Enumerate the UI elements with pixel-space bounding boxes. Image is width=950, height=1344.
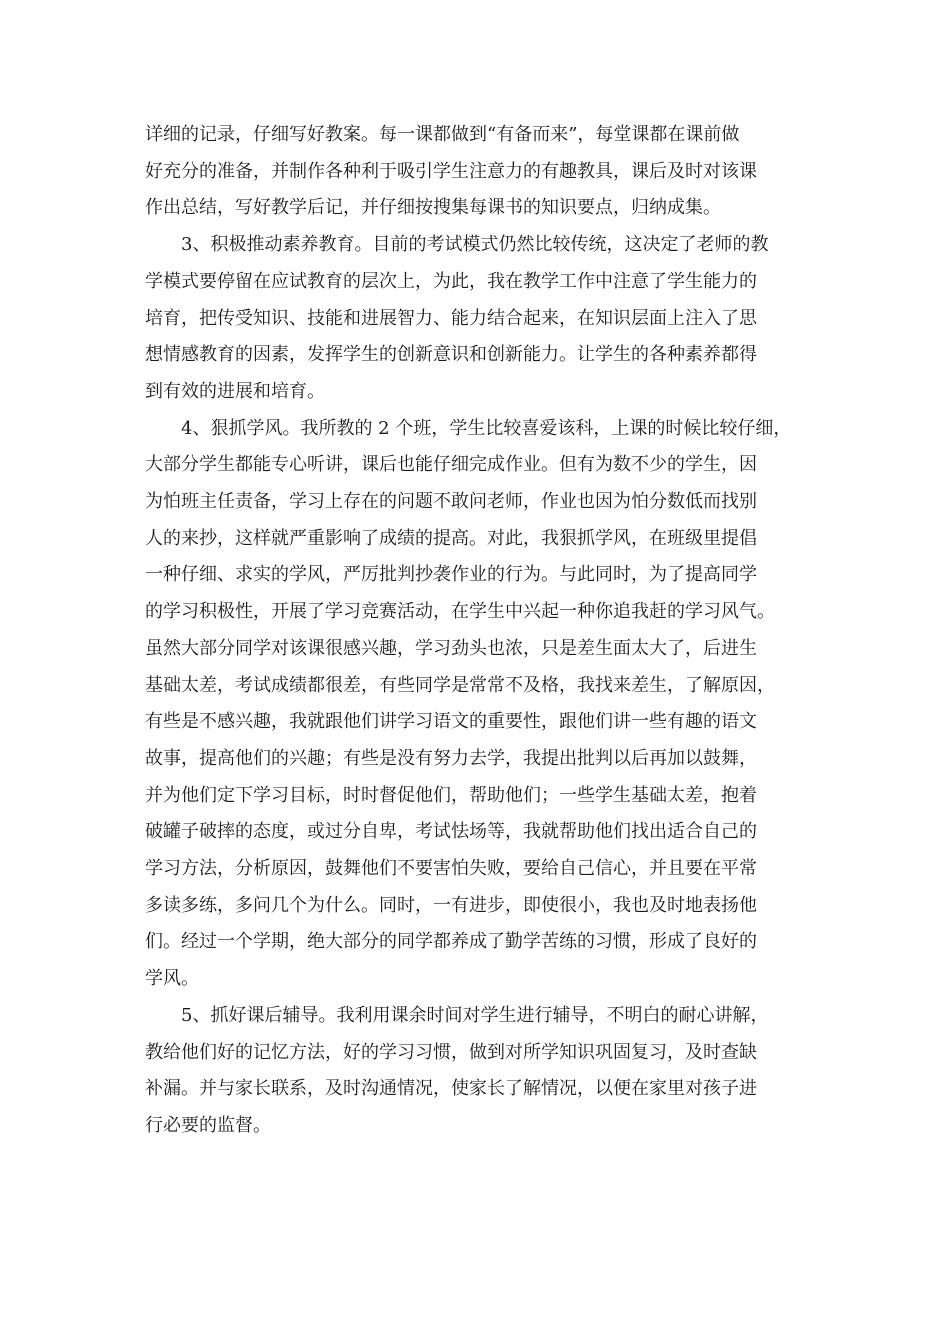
text-line: 学模式要停留在应试教育的层次上，为此，我在教学工作中注意了学生能力的 — [145, 270, 757, 292]
paragraph-study-style — [145, 411, 805, 998]
paragraph-after-class-tutoring — [145, 998, 805, 1145]
text-line: 并为他们定下学习目标，时时督促他们，帮助他们；一些学生基础太差，抱着 — [145, 784, 757, 806]
text-line: 行必要的监督。 — [145, 1114, 271, 1136]
text-line: 3、积极推动素养教育。目前的考试模式仍然比较传统，这决定了老师的教 — [181, 234, 769, 256]
text-line: 破罐子破摔的态度，或过分自卑，考试怯场等，我就帮助他们找出适合自己的 — [145, 821, 757, 843]
paragraph-quality-education — [145, 227, 805, 411]
text-line: 人的来抄，这样就严重影响了成绩的提高。对此，我狠抓学风，在班级里提倡 — [145, 527, 757, 549]
text-line: 故事，提高他们的兴趣；有些是没有努力去学，我提出批判以后再加以鼓舞， — [145, 747, 757, 769]
text-line: 详细的记录，仔细写好教案。每一课都做到“有备而来”，每堂课都在课前做 — [145, 124, 740, 145]
paragraph-teaching-preparation — [145, 117, 805, 227]
text-line: 基础太差，考试成绩都很差，有些同学是常常不及格，我找来差生，了解原因， — [145, 674, 775, 696]
text-line: 们。经过一个学期，绝大部分的同学都养成了勤学苦练的习惯，形成了良好的 — [145, 931, 757, 953]
text-line: 培育，把传受知识、技能和进展智力、能力结合起来，在知识层面上注入了思 — [145, 307, 757, 329]
text-line: 好充分的准备，并制作各种利于吸引学生注意力的有趣教具，课后及时对该课 — [145, 160, 757, 182]
text-line: 一种仔细、求实的学风，严厉批判抄袭作业的行为。与此同时，为了提高同学 — [145, 564, 757, 586]
text-line: 作出总结，写好教学后记，并仔细按搜集每课书的知识要点，归纳成集。 — [145, 197, 721, 219]
text-line: 补漏。并与家长联系，及时沟通情况，使家长了解情况，以便在家里对孩子进 — [145, 1078, 757, 1100]
text-line: 有些是不感兴趣，我就跟他们讲学习语文的重要性，跟他们讲一些有趣的语文 — [145, 711, 757, 733]
text-line: 5、抓好课后辅导。我利用课余时间对学生进行辅导，不明白的耐心讲解， — [181, 1004, 769, 1026]
text-line: 的学习积极性，开展了学习竞赛活动，在学生中兴起一种你追我赶的学习风气。 — [145, 601, 775, 623]
text-line: 多读多练，多问几个为什么。同时，一有进步，即使很小，我也及时地表扬他 — [145, 894, 757, 916]
text-line: 虽然大部分同学对该课很感兴趣，学习劲头也浓，只是差生面太大了，后进生 — [145, 637, 757, 659]
text-line: 大部分学生都能专心听讲，课后也能仔细完成作业。但有为数不少的学生，因 — [145, 454, 757, 476]
text-line: 学风。 — [145, 968, 199, 990]
text-line: 想情感教育的因素，发挥学生的创新意识和创新能力。让学生的各种素养都得 — [145, 344, 757, 366]
text-line: 为怕班主任责备，学习上存在的问题不敢问老师，作业也因为怕分数低而找别 — [145, 491, 757, 513]
document-body — [145, 117, 805, 1145]
text-line: 4、狠抓学风。我所教的 2 个班，学生比较喜爱该科，上课的时候比较仔细， — [181, 417, 792, 439]
text-line: 到有效的进展和培育。 — [145, 380, 325, 402]
text-line: 学习方法，分析原因，鼓舞他们不要害怕失败，要给自己信心，并且要在平常 — [145, 858, 757, 880]
text-line: 教给他们好的记忆方法，好的学习习惯，做到对所学知识巩固复习，及时查缺 — [145, 1041, 757, 1063]
